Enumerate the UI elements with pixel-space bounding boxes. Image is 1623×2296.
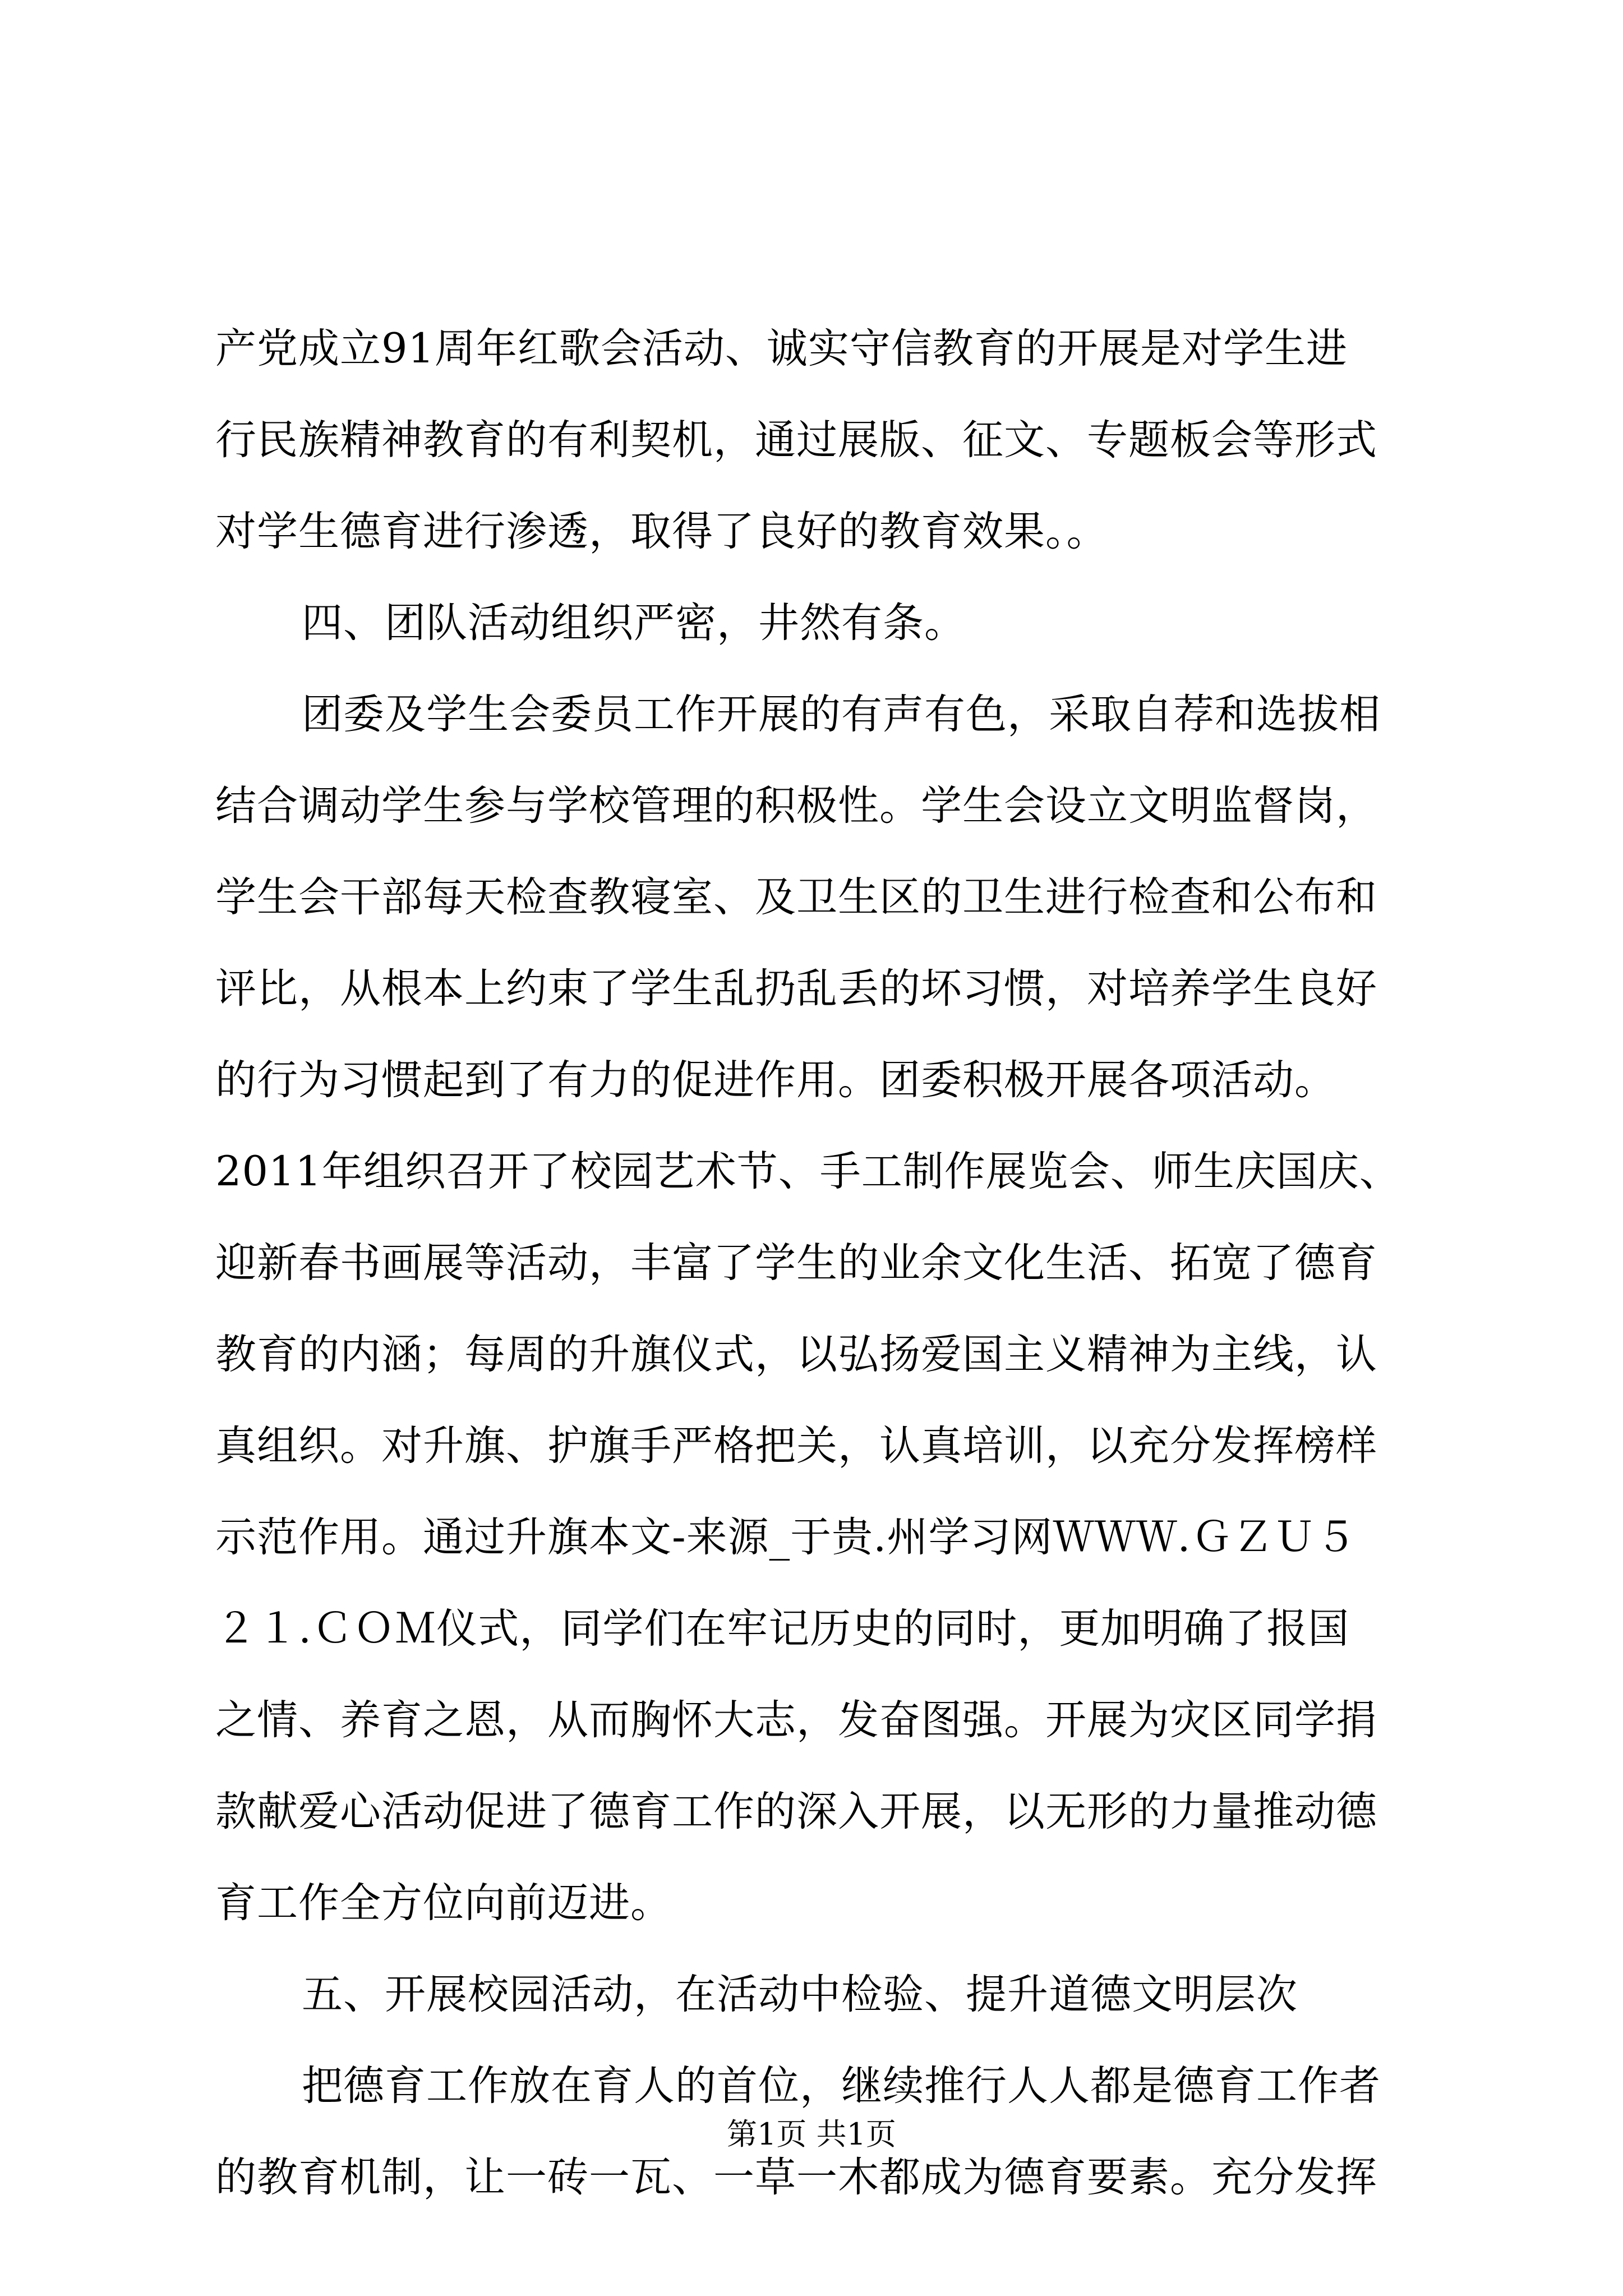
text-line: ２１.ＣＯＭ仪式，同学们在牢记历史的同时，更加明确了报国 — [215, 1605, 1350, 1653]
document-body — [215, 303, 1410, 2223]
text-line: 2011年组织召开了校园艺术节、手工制作展览会、师生庆国庆、 — [215, 1148, 1401, 1195]
text-line: 把德育工作放在育人的首位，继续推行人人都是德育工作者 — [302, 2062, 1381, 2110]
text-line: 团委及学生会委员工作开展的有声有色，采取自荐和选拔相 — [302, 691, 1381, 738]
text-line: 之情、养育之恩，从而胸怀大志，发奋图强。开展为灾区同学捐 — [215, 1696, 1377, 1744]
text-line: 的行为习惯起到了有力的促进作用。团委积极开展各项活动。 — [215, 1056, 1336, 1104]
text-line: 行民族精神教育的有利契机，通过展版、征文、专题板会等形式 — [215, 416, 1377, 464]
text-line: 教育的内涵；每周的升旗仪式，以弘扬爱国主义精神为主线，认 — [215, 1331, 1377, 1378]
text-line: 迎新春书画展等活动，丰富了学生的业余文化生活、拓宽了德育 — [215, 1239, 1377, 1287]
text-line: 结合调动学生参与学校管理的积极性。学生会设立文明监督岗， — [215, 782, 1377, 830]
section-heading: 四、团队活动组织严密，井然有条。 — [302, 599, 966, 647]
text-line: 对学生德育进行渗透，取得了良好的教育效果。。 — [215, 508, 1108, 555]
text-line: 育工作全方位向前迈进。 — [215, 1879, 672, 1927]
page-number: 第1页 共1页 — [727, 2116, 896, 2152]
text-line: 产党成立91周年红歌会活动、诚实守信教育的开展是对学生进 — [215, 325, 1348, 372]
page-footer — [0, 2115, 1623, 2154]
text-line: 示范作用。通过升旗本文-来源_于贵.州学习网ＷＷＷ.ＧＺＵ５ — [215, 1513, 1357, 1561]
text-line: 学生会干部每天检查教寝室、及卫生区的卫生进行检查和公布和 — [215, 873, 1377, 921]
text-line: 真组织。对升旗、护旗手严格把关，认真培训，以充分发挥榜样 — [215, 1422, 1377, 1470]
text-line: 评比，从根本上约束了学生乱扔乱丢的坏习惯，对培养学生良好 — [215, 965, 1377, 1013]
text-line: 的教育机制，让一砖一瓦、一草一木都成为德育要素。充分发挥 — [215, 2154, 1377, 2201]
section-heading: 五、开展校园活动，在活动中检验、提升道德文明层次 — [302, 1971, 1298, 2018]
text-line: 款献爱心活动促进了德育工作的深入开展，以无形的力量推动德 — [215, 1788, 1377, 1835]
